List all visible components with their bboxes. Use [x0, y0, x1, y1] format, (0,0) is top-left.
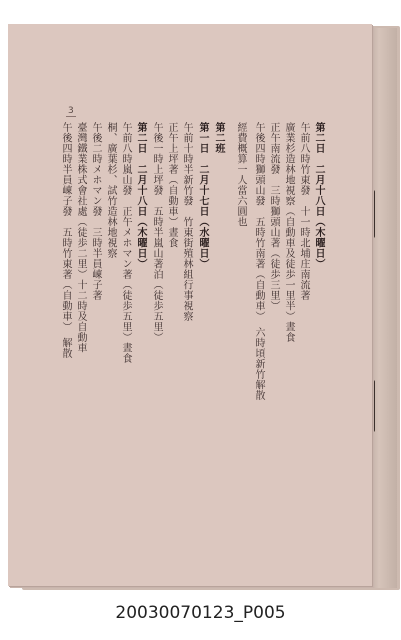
group-heading: 第二班	[213, 122, 224, 154]
schedule-line: 桐、廣葉杉、試竹造林地視察	[105, 122, 116, 259]
catalog-id-caption: 20030070123_P005	[115, 603, 286, 623]
schedule-line: 臺灣鐵業株式會社處（徒歩二里）十二時及自動車	[75, 122, 86, 353]
day-heading: 第一日 二月十七日（水曜日）	[197, 122, 208, 269]
schedule-line: 正午上坪著（自動車）晝食	[166, 122, 177, 248]
page-number: 3	[68, 106, 74, 116]
day-heading: 第二日 二月十八日（木曜日）	[135, 122, 146, 269]
schedule-line: 午前八時竹東發 十一時北埔庄南流著	[298, 122, 309, 301]
cost-estimate-line: 經費概算一人當六圓也	[235, 122, 246, 227]
schedule-line: 午後四時半員崠子發 五時竹東著（自動車） 解散	[60, 122, 71, 359]
schedule-line: 午前八時嵐山發 正午メホマン著（徒歩五里）晝食	[120, 122, 131, 364]
schedule-line: 正午南流發 三時獅頭山著（徒歩三里）	[268, 122, 279, 311]
document-page	[8, 24, 372, 586]
schedule-line: 午後一時上坪發 五時半嵐山著泊（徒歩五里）	[151, 122, 162, 343]
schedule-line: 廣業杉造林地視察（自動車及徒歩一里半）晝食	[283, 122, 294, 343]
schedule-line: 午前十時半新竹發 竹東街殖林組行事視察	[181, 122, 192, 322]
schedule-line: 午後二時メホマン發 三時半員崠子著	[90, 122, 101, 301]
day-heading: 第二日 二月十八日（木曜日）	[313, 122, 324, 269]
schedule-line: 午後四時獅頭山發 五時竹南著（自動車） 六時頃新竹解散	[253, 122, 264, 401]
